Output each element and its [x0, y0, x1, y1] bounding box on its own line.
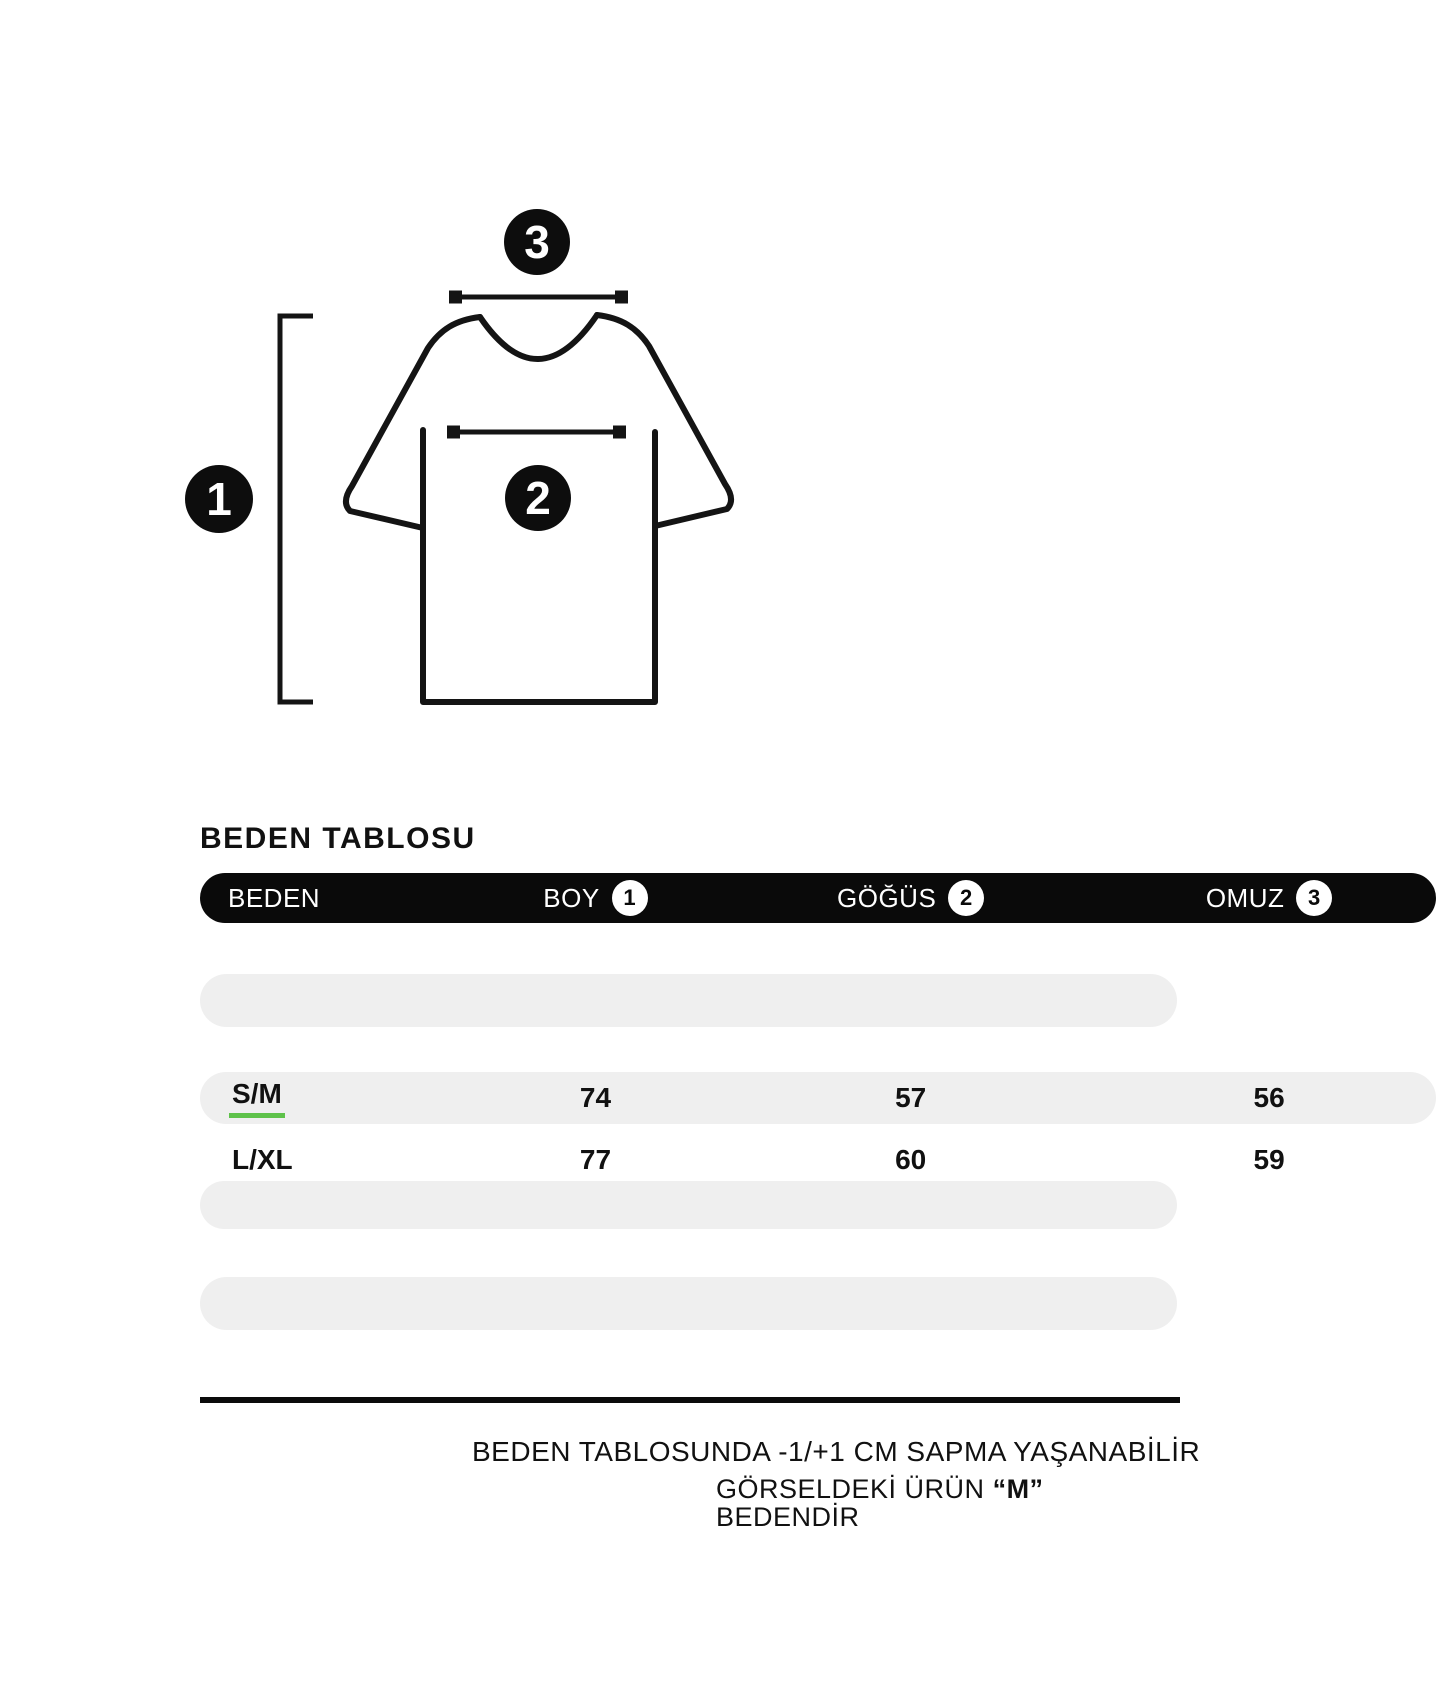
header-col-gogus-label: GÖĞÜS	[837, 882, 937, 913]
size-row-lxl	[200, 1136, 1436, 1184]
measure-badge-1	[185, 465, 253, 533]
svg-text:1: 1	[206, 473, 232, 525]
shoulder-measure-line	[449, 291, 628, 304]
size-table-header	[200, 873, 1436, 923]
header-col-boy	[472, 880, 719, 916]
placeholder-row	[200, 1277, 1177, 1330]
header-col-omuz-label: OMUZ	[1205, 882, 1285, 913]
size-cell-lxl	[200, 1144, 472, 1176]
measure-badge-3	[504, 209, 570, 275]
size-cell-sm	[200, 1078, 472, 1118]
size-table-title: BEDEN TABLOSU	[200, 822, 476, 855]
footer-note-tolerance: BEDEN TABLOSUNDA -1/+1 CM SAPMA YAŞANABİLİR	[472, 1436, 1201, 1467]
placeholder-row	[200, 974, 1177, 1027]
footer-note-model-size	[716, 1474, 1044, 1505]
header-badge-2: 2	[948, 880, 984, 916]
header-badge-1: 1	[612, 880, 648, 916]
header-col-size: BEDEN	[228, 882, 321, 913]
footer-note-model-size-suffix: BEDENDİR	[716, 1502, 860, 1532]
header-badge-3: 3	[1296, 880, 1332, 916]
placeholder-row	[200, 1181, 1177, 1229]
header-col-boy-label: BOY	[543, 882, 600, 913]
measure-badge-2	[505, 465, 571, 531]
footer-note-model-size-value: “M”	[992, 1474, 1044, 1504]
header-col-omuz	[1102, 880, 1436, 916]
omuz-value-lxl: 59	[1253, 1144, 1285, 1175]
size-label-sm: S/M	[229, 1078, 285, 1118]
svg-text:2: 2	[525, 472, 551, 524]
gogus-value-lxl: 60	[895, 1144, 927, 1175]
divider-line	[200, 1397, 1180, 1403]
length-bracket	[280, 316, 313, 702]
header-col-gogus	[719, 880, 1102, 916]
omuz-value-sm: 56	[1253, 1082, 1285, 1113]
boy-value-lxl: 77	[579, 1144, 612, 1175]
chest-measure-line	[447, 426, 626, 439]
boy-value-sm: 74	[579, 1082, 612, 1113]
svg-text:3: 3	[524, 216, 550, 268]
size-row-sm	[200, 1072, 1436, 1124]
size-diagram	[160, 180, 780, 740]
gogus-value-sm: 57	[895, 1082, 927, 1113]
size-label-lxl: L/XL	[232, 1144, 293, 1175]
footer-note-model-size-prefix: GÖRSELDEKİ ÜRÜN	[716, 1474, 993, 1504]
